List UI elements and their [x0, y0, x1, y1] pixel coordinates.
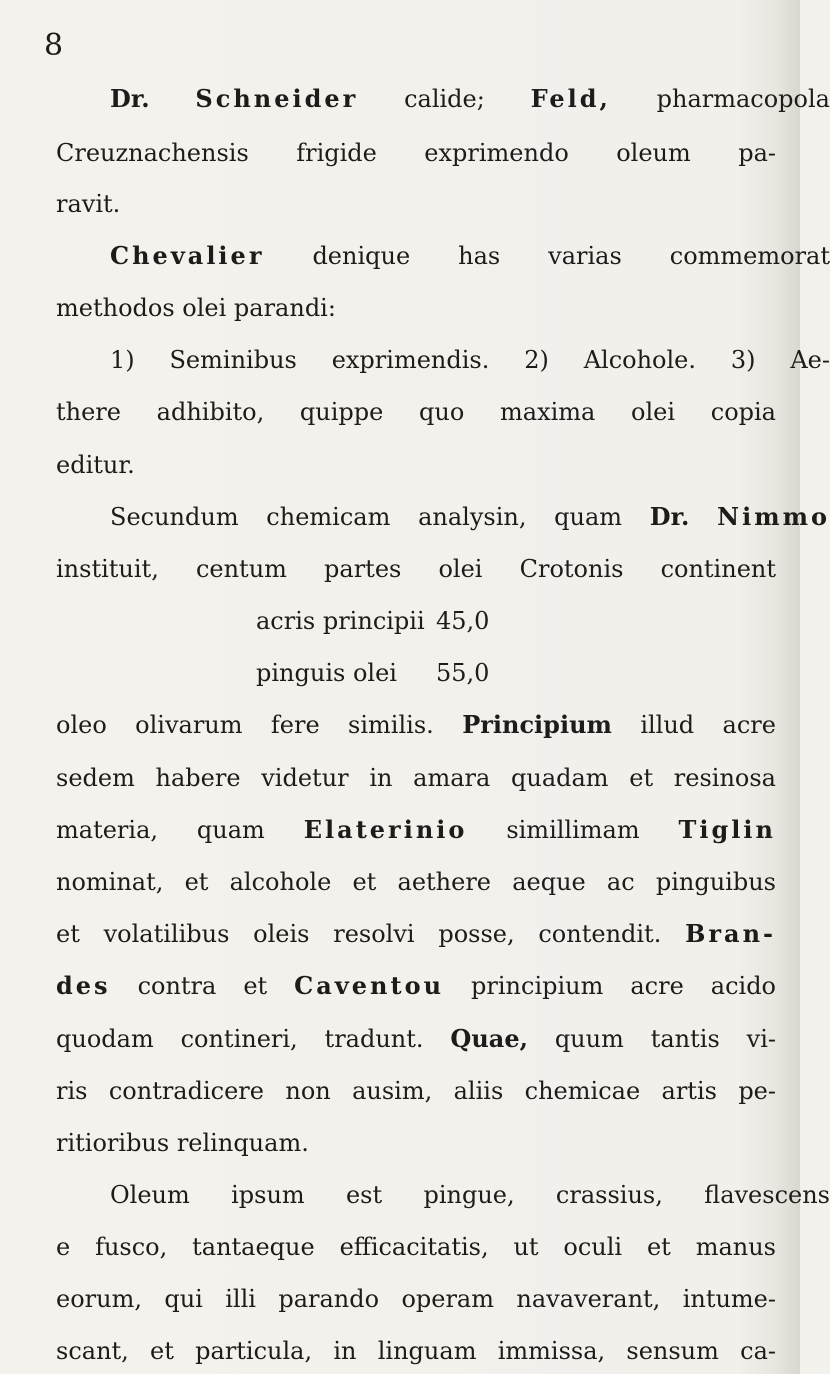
page-number: 8	[44, 28, 64, 63]
text-line: sedem habere videtur in amara quadam et resinosa	[56, 764, 776, 792]
composition-row	[256, 651, 556, 695]
text-line: scant, et particula, in linguam immissa, sensum ca-	[56, 1337, 776, 1365]
text-line: materia, quam Elaterinio simillimam Tiglin	[56, 815, 776, 844]
composition-row	[256, 599, 556, 643]
text-line: ritioribus relinquam.	[56, 1129, 309, 1157]
text-line: Dr. Schneider calide; Feld, pharmacopola	[110, 84, 830, 113]
text-line: ris contradicere non ausim, aliis chemicae artis pe-	[56, 1077, 776, 1105]
text-line: quodam contineri, tradunt. Quae, quum tantis vi-	[56, 1024, 776, 1053]
text-line: oleo olivarum fere similis. Principium illud acre	[56, 710, 776, 739]
text-line: des contra et Caventou principium acre acido	[56, 971, 777, 1000]
text-line: ravit.	[56, 190, 121, 218]
text-line: Oleum ipsum est pingue, crassius, flavescens	[110, 1181, 830, 1209]
text-line: instituit, centum partes olei Crotonis continent	[56, 555, 776, 583]
text-line: editur.	[56, 451, 135, 479]
component-value: 55,0	[436, 659, 490, 687]
text-line: there adhibito, quippe quo maxima olei copia	[56, 398, 776, 426]
text-line: Creuznachensis frigide exprimendo oleum pa-	[56, 139, 776, 167]
text-line: Chevalier denique has varias commemorat	[110, 241, 830, 270]
text-line: et volatilibus oleis resolvi posse, contendit. Bran-	[56, 919, 776, 948]
text-line: methodos olei parandi:	[56, 294, 336, 322]
component-value: 45,0	[436, 607, 490, 635]
text-line: eorum, qui illi parando operam navaverant, intume-	[56, 1285, 776, 1313]
text-line: Secundum chemicam analysin, quam Dr. Nimmo	[110, 502, 830, 531]
text-line: e fusco, tantaeque efficacitatis, ut oculi et manus	[56, 1233, 776, 1261]
component-name: pinguis olei	[256, 659, 397, 687]
text-line: nominat, et alcohole et aethere aeque ac pinguibus	[56, 868, 776, 896]
component-name: acris principii	[256, 607, 425, 635]
text-line: 1) Seminibus exprimendis. 2) Alcohole. 3) Ae-	[110, 346, 830, 374]
